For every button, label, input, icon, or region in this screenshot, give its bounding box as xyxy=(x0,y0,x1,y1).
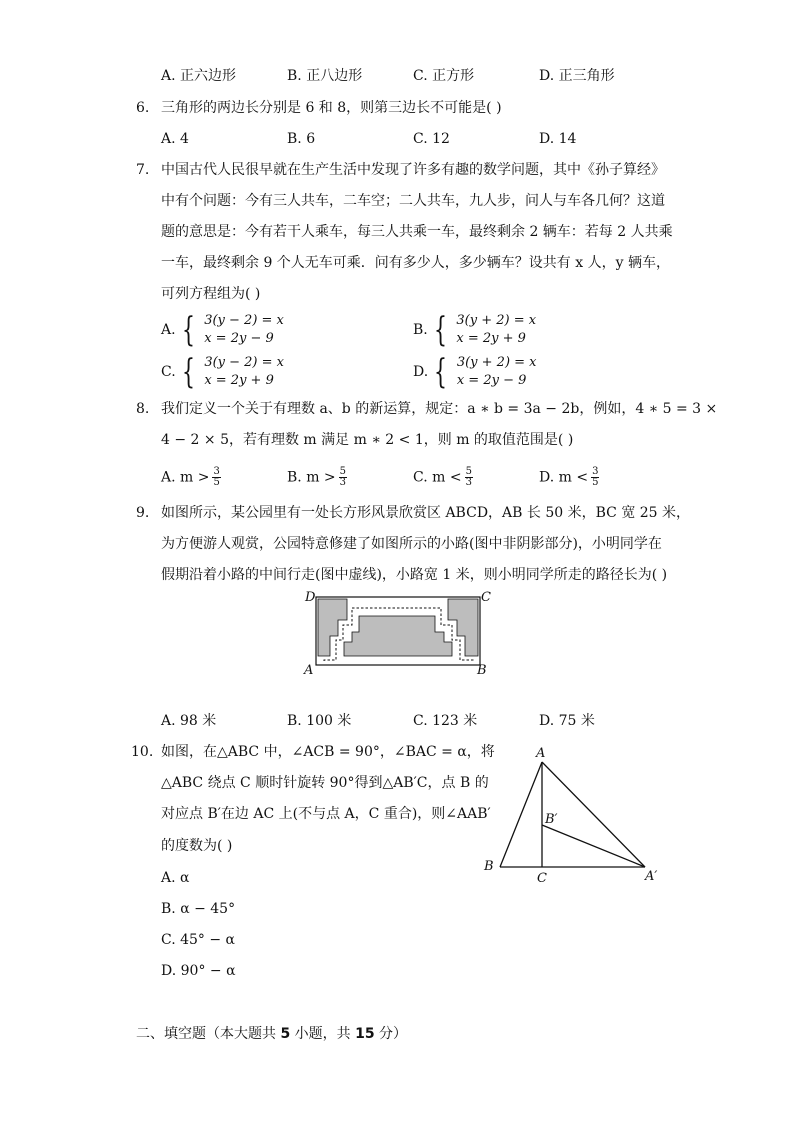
q7-option-a-label: A. xyxy=(161,322,176,338)
fraction-numerator: 3 xyxy=(592,466,599,477)
q10-stem-line: 对应点 B′在边 AC 上(不与点 A，C 重合)，则∠AAB′ xyxy=(161,806,491,822)
q8-option-a xyxy=(161,467,221,488)
q10-stem-line: 如图，在△ABC 中，∠ACB = 90°，∠BAC = α，将 xyxy=(161,744,495,760)
fraction-denominator: 3 xyxy=(465,477,472,488)
fraction xyxy=(465,467,473,488)
q9-option-a: A. 98 米 xyxy=(161,713,217,729)
q9-option-c: C. 123 米 xyxy=(413,713,478,729)
q6-number: 6. xyxy=(136,100,150,116)
label-a-prime: A′ xyxy=(645,869,658,884)
q7-option-c-eq2: x = 2y + 9 xyxy=(204,373,274,388)
q7-option-a-eq1: 3(y − 2) = x xyxy=(204,313,284,328)
q7-option-d-label: D. xyxy=(413,364,429,380)
q7-number: 7. xyxy=(136,162,150,178)
q8-option-d-text: D. m < xyxy=(539,469,589,486)
q7-stem-line: 可列方程组为( ) xyxy=(161,286,261,302)
q7-option-c xyxy=(161,354,284,390)
section-heading-prefix: 二、填空题（本大题共 xyxy=(136,1026,281,1042)
q10-stem-line: △ABC 绕点 C 顺时针旋转 90°得到△AB′C，点 B 的 xyxy=(161,775,489,791)
fraction-denominator: 3 xyxy=(339,477,347,488)
q8-option-c-text: C. m < xyxy=(413,469,462,486)
q6-stem: 三角形的两边长分别是 6 和 8，则第三边长不可能是( ) xyxy=(161,100,502,116)
question-count: 5 xyxy=(280,1026,291,1042)
q7-option-c-label: C. xyxy=(161,364,176,380)
section-heading xyxy=(136,1024,407,1044)
q6-option-d: D. 14 xyxy=(539,131,577,147)
q8-stem-line: 4 − 2 × 5，若有理数 m 满足 m ∗ 2 < 1，则 m 的取值范围是( ) xyxy=(161,432,574,448)
q8-number: 8. xyxy=(136,401,150,417)
q7-option-a-eq2: x = 2y − 9 xyxy=(204,331,274,346)
section-heading-suffix: 分） xyxy=(374,1026,408,1042)
q6-option-c: C. 12 xyxy=(413,131,450,147)
q5-option-b: B. 正八边形 xyxy=(287,68,363,84)
q8-option-a-text: A. m > xyxy=(161,469,210,486)
section-heading-mid: 小题，共 xyxy=(290,1026,356,1042)
segment-ab xyxy=(500,762,542,867)
q7-option-b-eq1: 3(y + 2) = x xyxy=(456,313,537,328)
brace-symbol: { xyxy=(181,310,195,350)
points-total: 15 xyxy=(355,1026,375,1042)
fraction-denominator: 5 xyxy=(592,477,599,488)
q7-option-d xyxy=(413,354,537,390)
q5-option-a: A. 正六边形 xyxy=(161,68,237,84)
q9-park-figure xyxy=(300,588,495,680)
q7-stem-line: 中有个问题：今有三人共车，二车空；二人共车，九人步，问人与车各几何？这道 xyxy=(161,193,665,209)
q7-option-b-label: B. xyxy=(413,322,428,338)
brace-symbol: { xyxy=(181,352,195,392)
q8-option-b-text: B. m > xyxy=(287,469,336,486)
label-a: A xyxy=(304,663,314,678)
q9-option-d: D. 75 米 xyxy=(539,713,595,729)
label-c: C xyxy=(537,871,547,886)
q9-stem-line: 为方便游人观赏，公园特意修建了如图所示的小路(图中非阴影部分)，小明同学在 xyxy=(161,536,662,552)
brace-symbol: { xyxy=(433,310,447,350)
q10-option-b: B. α − 45° xyxy=(161,901,236,917)
q8-option-d xyxy=(539,467,599,488)
fraction-numerator: 3 xyxy=(213,466,220,477)
fraction-numerator: 5 xyxy=(339,466,347,477)
q7-option-b-eq2: x = 2y + 9 xyxy=(456,331,526,346)
q8-option-b xyxy=(287,467,347,488)
fraction xyxy=(339,467,347,488)
q10-option-d: D. 90° − α xyxy=(161,963,236,979)
label-b-prime: B′ xyxy=(545,812,558,827)
q7-option-c-eq1: 3(y − 2) = x xyxy=(204,355,284,370)
q5-option-c: C. 正方形 xyxy=(413,68,475,84)
q5-option-d: D. 正三角形 xyxy=(539,68,615,84)
label-d: D xyxy=(305,590,316,605)
label-c: C xyxy=(481,590,491,605)
shaded-left-region xyxy=(318,599,347,656)
q6-option-a: A. 4 xyxy=(161,131,189,147)
q9-option-b: B. 100 米 xyxy=(287,713,352,729)
segment-b1a1 xyxy=(542,825,645,867)
q7-option-d-eq1: 3(y + 2) = x xyxy=(456,355,537,370)
q10-option-c: C. 45° − α xyxy=(161,932,236,948)
q8-stem-line: 我们定义一个关于有理数 a、b 的新运算，规定：a ∗ b = 3a − 2b，例如，4 ∗ 5 = 3 × xyxy=(161,401,718,417)
label-a: A xyxy=(536,746,546,761)
q7-stem-line: 一车，最终剩余 9 个人无车可乘．问有多少人，多少辆车？设共有 x 人，y 辆车， xyxy=(161,255,670,271)
fraction xyxy=(591,467,599,488)
label-b: B xyxy=(484,859,494,874)
fraction xyxy=(212,467,220,488)
label-b: B xyxy=(477,663,487,678)
q10-number: 10. xyxy=(131,744,154,760)
q7-stem-line: 中国古代人民很早就在生产生活中发现了许多有趣的数学问题，其中《孙子算经》 xyxy=(161,162,665,178)
q7-option-b xyxy=(413,312,536,348)
q9-stem-line: 如图所示，某公园里有一处长方形风景欣赏区 ABCD，AB 长 50 米，BC 宽 25 米， xyxy=(161,505,691,521)
q6-option-b: B. 6 xyxy=(287,131,316,147)
q9-number: 9. xyxy=(136,505,150,521)
fraction-denominator: 5 xyxy=(213,477,220,488)
q10-triangle-figure xyxy=(478,742,668,887)
q9-stem-line: 假期沿着小路的中间行走(图中虚线)，小路宽 1 米，则小明同学所走的路径长为( ) xyxy=(161,567,668,583)
shaded-middle-region xyxy=(344,616,452,656)
fraction-numerator: 5 xyxy=(465,466,472,477)
q10-stem-line: 的度数为( ) xyxy=(161,838,233,854)
q7-stem-line: 题的意思是：今有若干人乘车，每三人共乘一车，最终剩余 2 辆车：若每 2 人共乘 xyxy=(161,224,673,240)
q7-option-d-eq2: x = 2y − 9 xyxy=(456,373,527,388)
q10-option-a: A. α xyxy=(161,870,190,886)
q7-option-a xyxy=(161,312,284,348)
q8-option-c xyxy=(413,467,473,488)
brace-symbol: { xyxy=(434,352,448,392)
